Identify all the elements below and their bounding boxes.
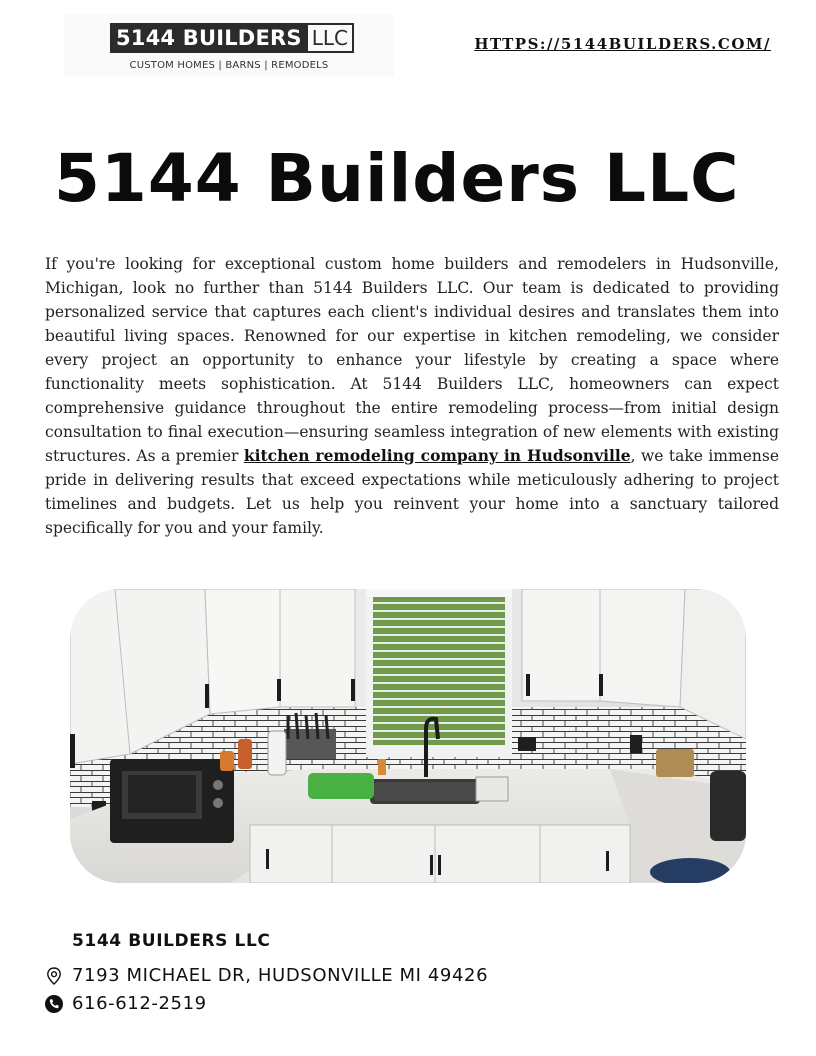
company-logo — [64, 14, 394, 76]
intro-paragraph — [45, 252, 779, 540]
location-pin-icon — [44, 966, 64, 986]
website-link[interactable]: HTTPS://5144BUILDERS.COM/ — [474, 35, 771, 53]
logo-wordmark — [110, 23, 354, 53]
footer-company-name: 5144 BUILDERS LLC — [72, 931, 271, 951]
page-title: 5144 Builders LLC — [54, 140, 740, 217]
phone-text[interactable]: 616-612-2519 — [72, 993, 207, 1014]
footer-phone — [44, 993, 207, 1014]
logo-name: 5144 BUILDERS — [110, 23, 308, 53]
kitchen-photo — [70, 589, 746, 883]
address-text: 7193 MICHAEL DR, HUDSONVILLE MI 49426 — [72, 965, 489, 986]
paragraph-text-end: , we take immense pride in delivering results that exceed expectations while meticulously adhering to project timelines and budgets. Let us help you reinvent your home into a sanctuary tailored specifically for you and your family. — [45, 447, 779, 537]
footer-address — [44, 965, 488, 986]
paragraph-text-start: If you're looking for exceptional custom home builders and remodelers in Hudsonville, Michigan, look no further than 5144 Builders LLC. Our team is dedicated to providing personalized service that captures each client's individual desires and translates them into beautiful living spaces. Renowned for our expertise in kitchen remodeling, we consider every project an opportunity to enhance your lifestyle by creating a space where functionality meets sophistication. At 5144 Builders LLC, homeowners can expect comprehensive guidance throughout the entire remodeling process—from initial design consultation to final execution—ensuring seamless integration of new elements with existing structures. As a premier — [45, 255, 779, 465]
phone-icon — [44, 994, 64, 1014]
kitchen-remodeling-link[interactable]: kitchen remodeling company in Hudsonville — [243, 446, 631, 465]
logo-suffix: LLC — [308, 23, 354, 53]
logo-tagline: CUSTOM HOMES | BARNS | REMODELS — [129, 60, 329, 71]
